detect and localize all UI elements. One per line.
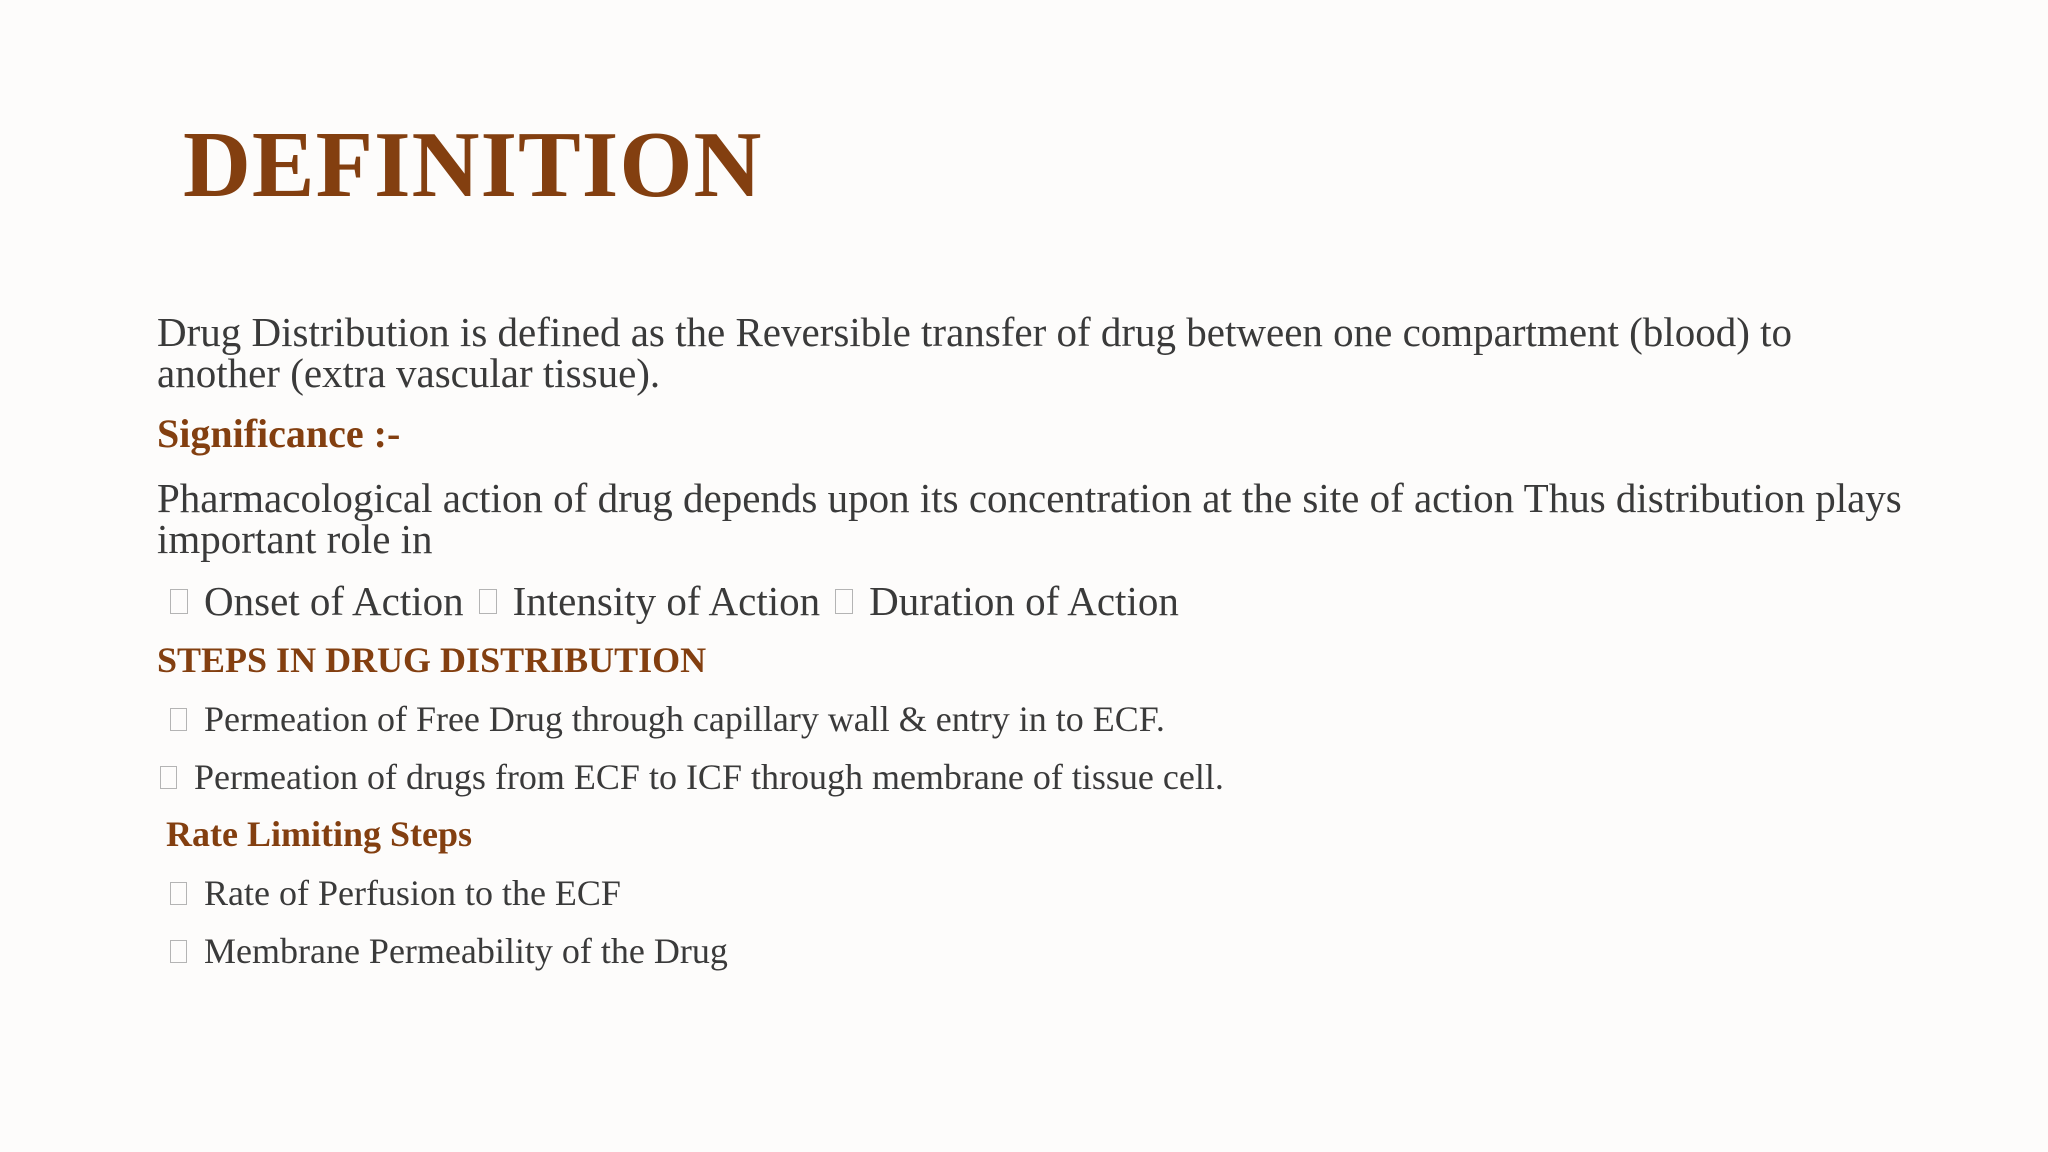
- bullet-box-icon: [170, 708, 187, 731]
- bullet-box-icon: [170, 589, 188, 614]
- definition-paragraph: Drug Distribution is defined as the Reversible transfer of drug between one compartment (blood) to another (extra vascular tissue).: [157, 309, 1792, 396]
- rate-step-label: Membrane Permeability of the Drug: [204, 931, 728, 971]
- significance-paragraph: Pharmacological action of drug depends upon its concentration at the site of action Thus distribution plays important role in: [157, 475, 1902, 562]
- steps-heading: STEPS IN DRUG DISTRIBUTION: [157, 640, 707, 680]
- bullet-box-icon: [160, 766, 177, 789]
- bullet-box-icon: [170, 940, 187, 963]
- role-item: [170, 577, 464, 624]
- rate-step-label: Rate of Perfusion to the ECF: [204, 873, 621, 913]
- step-item: [170, 700, 1165, 738]
- roles-line: [170, 577, 1179, 624]
- rate-step-item: [170, 874, 621, 912]
- bullet-box-icon: [170, 882, 187, 905]
- step-item: [160, 758, 1224, 796]
- step-label: Permeation of Free Drug through capillary wall & entry in to ECF.: [204, 699, 1165, 739]
- role-item: [835, 577, 1179, 624]
- bullet-box-icon: [479, 589, 497, 614]
- rate-limiting-heading: Rate Limiting Steps: [166, 814, 472, 854]
- significance-heading: Significance :-: [157, 411, 401, 456]
- role-label: Duration of Action: [869, 577, 1179, 624]
- role-item: [479, 577, 821, 624]
- bullet-box-icon: [835, 589, 853, 614]
- role-label: Intensity of Action: [512, 577, 821, 624]
- rate-step-item: [170, 932, 728, 970]
- slide-title: DEFINITION: [183, 113, 763, 217]
- step-label: Permeation of drugs from ECF to ICF through membrane of tissue cell.: [194, 757, 1224, 797]
- role-label: Onset of Action: [204, 577, 464, 624]
